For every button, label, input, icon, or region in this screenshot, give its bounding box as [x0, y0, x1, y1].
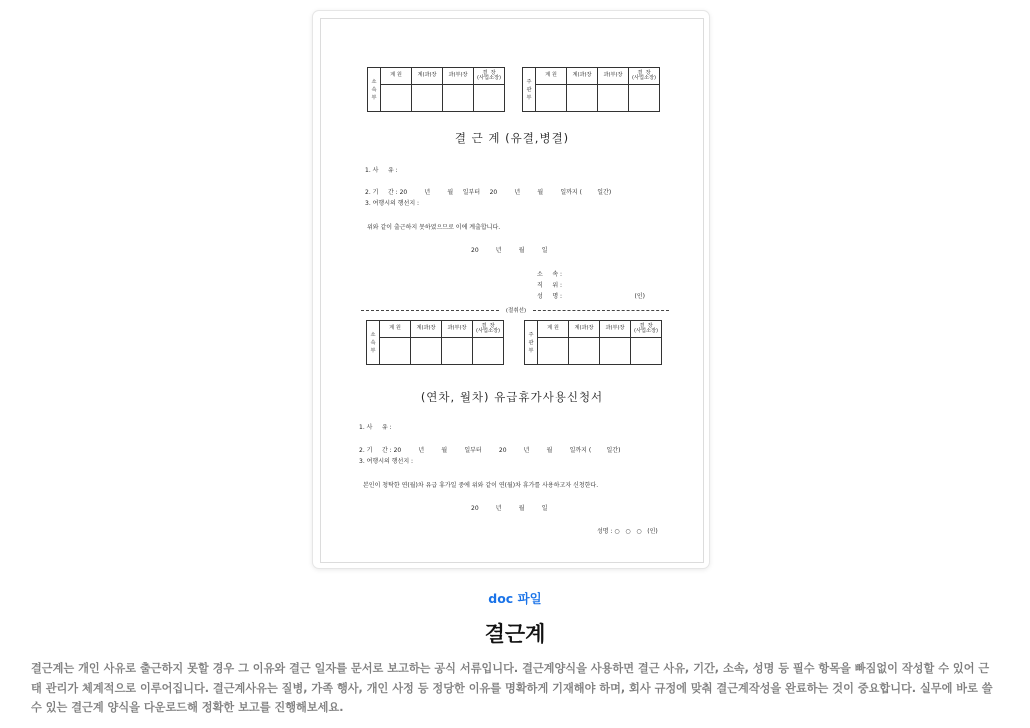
form1-reason: 1. 사 유 :: [365, 167, 398, 174]
document-page: [320, 18, 704, 563]
form2-name: 성명 : ○ ○ ○ (인): [597, 528, 658, 535]
approval-col: 계(과)장: [569, 321, 600, 338]
approval-side-label: 소 속 부: [368, 68, 381, 112]
form1-date: 20 년 월 일: [471, 247, 548, 254]
file-type-link[interactable]: doc 파일: [488, 591, 542, 606]
form2-date: 20 년 월 일: [471, 505, 548, 512]
approval-col: 계 원: [538, 321, 569, 338]
approval-col: 과(부)장: [443, 68, 474, 85]
approval-table-main: [522, 67, 660, 112]
approval-col: 결 장 (사업소장): [473, 321, 504, 338]
form1-period: 2. 기 간 : 20 년 월 일부터 20 년 월 일까지 ( 일간): [365, 189, 612, 196]
form2-statement: 본인이 청탁한 연(월)차 유급 휴가일 중에 위와 같이 연(월)차 휴가를 사용하고자 신청한다.: [363, 482, 599, 489]
approval-col: 결 장 (사업소장): [631, 321, 662, 338]
approval-col: 계(과)장: [412, 68, 443, 85]
form1-name: 성 명 : (인): [537, 293, 646, 300]
form2-reason: 1. 사 유 :: [359, 424, 392, 431]
approval-table-main-2: [524, 320, 662, 365]
form2-title: (연차, 월차) 유급휴가사용신청서: [420, 390, 604, 404]
form1-dept: 소 속 :: [537, 271, 563, 278]
approval-side-label: 소 속 부: [367, 321, 380, 365]
approval-col: 계 원: [536, 68, 567, 85]
form2-contact: 3. 여행시의 행선지 :: [359, 458, 414, 465]
page-title: 결근계: [484, 622, 546, 646]
approval-side-label: 주 관 부: [523, 68, 536, 112]
approval-side-label: 주 관 부: [525, 321, 538, 365]
form1-contact: 3. 여행시의 행선지 :: [365, 200, 420, 207]
approval-col: 계 원: [381, 68, 412, 85]
approval-table-dept-2: [366, 320, 504, 365]
form2-period: 2. 기 간 : 20 년 월 일부터 20 년 월 일까지 ( 일간): [359, 447, 621, 454]
form1-title: 결 근 계 (유결,병결): [454, 131, 570, 145]
approval-table-dept: [367, 67, 505, 112]
approval-col: 과(부)장: [598, 68, 629, 85]
approval-col: 계(과)장: [567, 68, 598, 85]
document-preview-card[interactable]: [313, 11, 709, 568]
approval-col: 계(과)장: [411, 321, 442, 338]
form1-position: 직 위 :: [537, 282, 563, 289]
cut-line-label: (절취선): [501, 306, 531, 314]
description-text: 결근계는 개인 사유로 출근하지 못할 경우 그 이유와 결근 일자를 문서로 보고하는 공식 서류입니다. 결근계양식을 사용하면 결근 사유, 기간, 소속, 성명 등 필수 항목을 빠짐없이 작성할 수 있어 근태 관리가 체계적으로 이루어집니다. 결근계사유는 질병, 가족 행사, 개인 사정 등 정당한 이유를 명확하게 기재해야 하며, 회사 규정에 맞춰 결근계작성을 완료하는 것이 중요합니다. 실무에 바로 쓸 수 있는 결근계 양식을 다운로드해 정확한 보고를 진행해보세요.: [31, 662, 993, 714]
approval-col: 결 장 (사업소장): [474, 68, 505, 85]
form1-statement: 위와 같이 출근하지 못하였으므로 이에 계출합니다.: [367, 224, 501, 231]
cut-line: [361, 306, 669, 314]
approval-col: 결 장 (사업소장): [629, 68, 660, 85]
approval-col: 과(부)장: [600, 321, 631, 338]
approval-col: 과(부)장: [442, 321, 473, 338]
approval-col: 계 원: [380, 321, 411, 338]
